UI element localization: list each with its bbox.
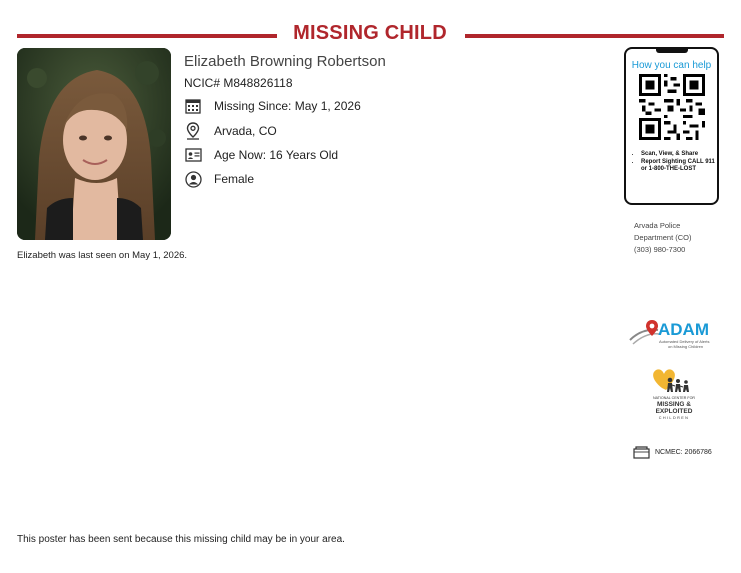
agency-phone[interactable]: (303) 980-7300 (634, 245, 686, 254)
id-card-icon (184, 146, 202, 164)
last-seen-text: Elizabeth was last seen on May 1, 2026. (17, 250, 188, 261)
ncmec-line1: NATIONAL CENTER FOR (653, 396, 695, 400)
agency-name-line1: Arvada Police (634, 221, 681, 230)
help-list (629, 151, 717, 174)
ncmec-line2: MISSING & (657, 401, 691, 408)
page-title: MISSING CHILD (293, 22, 447, 44)
adam-wordmark: ADAM (658, 320, 709, 339)
help-heading: How you can help (631, 60, 712, 71)
age-now: Age Now: 16 Years Old (214, 148, 339, 162)
ncmec-line4: CHILDREN (658, 416, 690, 420)
help-item-scan: • Scan, View, & Share (641, 151, 717, 159)
agency-contact (634, 220, 692, 256)
qr-code-icon[interactable] (639, 74, 705, 140)
adam-tagline2: on Missing Children (668, 344, 704, 349)
case-file-icon (633, 446, 650, 459)
case-number-row (633, 446, 712, 459)
ncic-number: NCIC# M848826118 (184, 76, 293, 90)
footer-notice: This poster has been sent because this missing child may be in your area. (17, 534, 345, 545)
missing-since: Missing Since: May 1, 2026 (214, 99, 361, 113)
adam-tagline1: Automated Delivery of Alerts (659, 339, 710, 344)
sex-row (184, 169, 254, 189)
ncmec-line3: EXPLOITED (655, 408, 693, 415)
missing-since-row (184, 96, 361, 116)
case-number: NCMEC: 2066786 (655, 449, 712, 456)
location-row (184, 121, 277, 141)
location: Arvada, CO (214, 124, 277, 138)
sex: Female (214, 172, 255, 186)
adam-logo (628, 318, 720, 354)
help-item-report: • Report Sighting CALL 911 or 1-800-THE-LOST (641, 159, 717, 174)
agency-name-line2: Department (CO) (634, 233, 692, 242)
person-icon (184, 170, 202, 188)
child-name: Elizabeth Browning Robertson (184, 53, 386, 70)
calendar-icon (184, 97, 202, 115)
age-row (184, 145, 338, 165)
ncmec-logo (648, 368, 700, 428)
location-pin-icon (184, 122, 202, 140)
child-photo (17, 48, 171, 240)
phone-notch (656, 49, 688, 53)
help-panel (624, 47, 719, 205)
title-rule-left (17, 34, 277, 38)
title-rule-right (465, 34, 724, 38)
